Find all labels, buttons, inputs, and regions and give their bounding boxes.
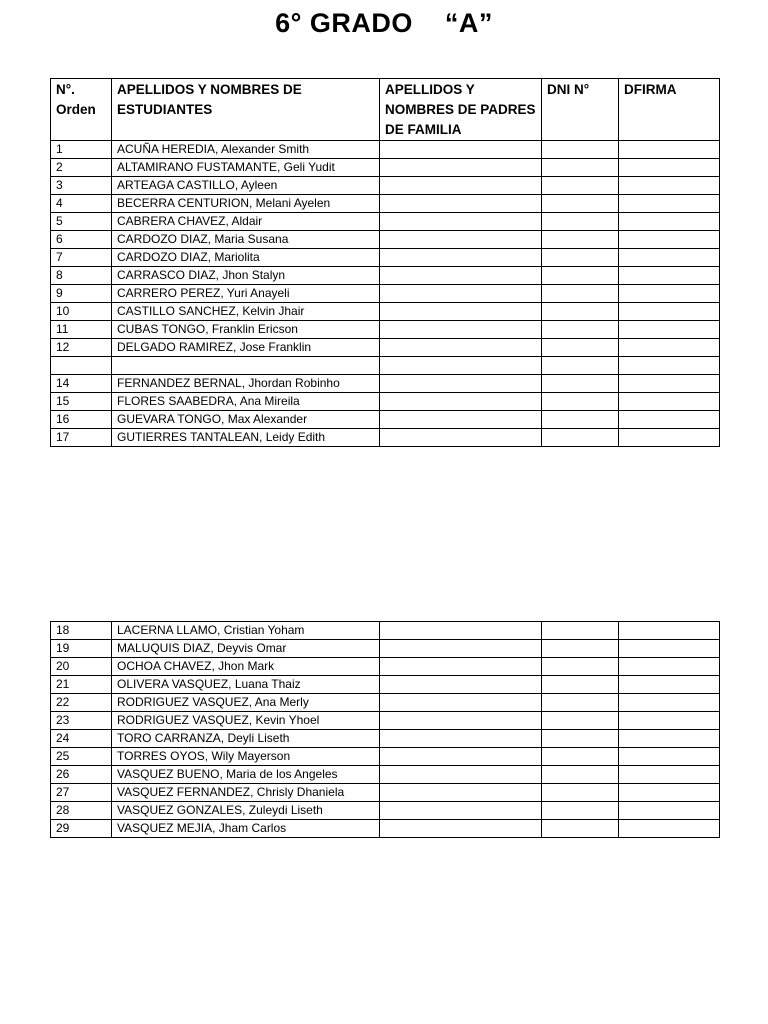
order-cell: 12 (51, 339, 112, 357)
order-cell: 15 (51, 393, 112, 411)
dni-cell (542, 429, 619, 447)
parent-name-cell (380, 712, 542, 730)
signature-cell (619, 730, 720, 748)
parent-name-cell (380, 766, 542, 784)
parent-name-cell (380, 141, 542, 159)
parent-name-cell (380, 393, 542, 411)
signature-cell (619, 748, 720, 766)
signature-cell (619, 339, 720, 357)
dni-cell (542, 159, 619, 177)
table-row (51, 339, 720, 357)
table-row (51, 411, 720, 429)
student-name-cell: ALTAMIRANO FUSTAMANTE, Geli Yudit (112, 159, 380, 177)
dni-cell (542, 622, 619, 640)
order-cell: 7 (51, 249, 112, 267)
dni-cell (542, 267, 619, 285)
table-row (51, 267, 720, 285)
order-cell (51, 357, 112, 375)
parent-name-cell (380, 802, 542, 820)
dni-cell (542, 339, 619, 357)
student-name-cell: DELGADO RAMIREZ, Jose Franklin (112, 339, 380, 357)
signature-cell (619, 622, 720, 640)
signature-cell (619, 303, 720, 321)
table-body-second (51, 622, 720, 838)
parent-name-cell (380, 375, 542, 393)
table-row (51, 802, 720, 820)
signature-cell (619, 820, 720, 838)
signature-cell (619, 141, 720, 159)
order-cell: 10 (51, 303, 112, 321)
student-name-cell: CARRERO PEREZ, Yuri Anayeli (112, 285, 380, 303)
table-row (51, 694, 720, 712)
table-row (51, 658, 720, 676)
dni-cell (542, 375, 619, 393)
table-row (51, 393, 720, 411)
signature-cell (619, 640, 720, 658)
dni-cell (542, 766, 619, 784)
dni-cell (542, 676, 619, 694)
table-row (51, 285, 720, 303)
parent-name-cell (380, 784, 542, 802)
signature-cell (619, 231, 720, 249)
student-name-cell: BECERRA CENTURION, Melani Ayelen (112, 195, 380, 213)
student-name-cell: OCHOA CHAVEZ, Jhon Mark (112, 658, 380, 676)
signature-cell (619, 766, 720, 784)
dni-cell (542, 195, 619, 213)
parent-name-cell (380, 213, 542, 231)
parent-name-cell (380, 820, 542, 838)
table-row (51, 375, 720, 393)
student-name-cell: LACERNA LLAMO, Cristian Yoham (112, 622, 380, 640)
table-row (51, 249, 720, 267)
attendance-table-first (50, 78, 720, 447)
table-row (51, 820, 720, 838)
table-row (51, 712, 720, 730)
dni-cell (542, 177, 619, 195)
signature-cell (619, 712, 720, 730)
student-name-cell: CARRASCO DIAZ, Jhon Stalyn (112, 267, 380, 285)
signature-cell (619, 676, 720, 694)
order-cell: 19 (51, 640, 112, 658)
header-signature: DFIRMA (619, 79, 720, 141)
signature-cell (619, 321, 720, 339)
parent-name-cell (380, 177, 542, 195)
student-name-cell: CARDOZO DIAZ, Mariolita (112, 249, 380, 267)
order-cell: 29 (51, 820, 112, 838)
parent-name-cell (380, 195, 542, 213)
student-name-cell: GUTIERRES TANTALEAN, Leidy Edith (112, 429, 380, 447)
table-row (51, 159, 720, 177)
table-row (51, 195, 720, 213)
parent-name-cell (380, 622, 542, 640)
student-name-cell: VASQUEZ BUENO, Maria de los Angeles (112, 766, 380, 784)
signature-cell (619, 393, 720, 411)
dni-cell (542, 357, 619, 375)
signature-cell (619, 249, 720, 267)
table-body-first (51, 141, 720, 447)
student-name-cell: ACUÑA HEREDIA, Alexander Smith (112, 141, 380, 159)
table-row (51, 303, 720, 321)
table-row (51, 357, 720, 375)
table-row (51, 784, 720, 802)
student-name-cell: CASTILLO SANCHEZ, Kelvin Jhair (112, 303, 380, 321)
order-cell: 28 (51, 802, 112, 820)
parent-name-cell (380, 640, 542, 658)
parent-name-cell (380, 730, 542, 748)
dni-cell (542, 820, 619, 838)
student-name-cell: CUBAS TONGO, Franklin Ericson (112, 321, 380, 339)
student-name-cell: TORRES OYOS, Wily Mayerson (112, 748, 380, 766)
parent-name-cell (380, 285, 542, 303)
order-cell: 8 (51, 267, 112, 285)
dni-cell (542, 303, 619, 321)
dni-cell (542, 784, 619, 802)
table-header-row (51, 79, 720, 141)
page-title: 6° GRADO “A” (275, 8, 493, 38)
parent-name-cell (380, 694, 542, 712)
parent-name-cell (380, 249, 542, 267)
signature-cell (619, 784, 720, 802)
order-cell: 27 (51, 784, 112, 802)
signature-cell (619, 177, 720, 195)
table-row (51, 231, 720, 249)
order-cell: 9 (51, 285, 112, 303)
parent-name-cell (380, 676, 542, 694)
student-name-cell: TORO CARRANZA, Deyli Liseth (112, 730, 380, 748)
order-cell: 25 (51, 748, 112, 766)
table-row (51, 321, 720, 339)
order-cell: 4 (51, 195, 112, 213)
parent-name-cell (380, 658, 542, 676)
signature-cell (619, 802, 720, 820)
student-name-cell: VASQUEZ MEJIA, Jham Carlos (112, 820, 380, 838)
student-name-cell: OLIVERA VASQUEZ, Luana Thaiz (112, 676, 380, 694)
attendance-table-second (50, 621, 720, 838)
dni-cell (542, 802, 619, 820)
order-cell: 17 (51, 429, 112, 447)
order-cell: 5 (51, 213, 112, 231)
signature-cell (619, 429, 720, 447)
student-name-cell (112, 357, 380, 375)
order-cell: 1 (51, 141, 112, 159)
dni-cell (542, 730, 619, 748)
parent-name-cell (380, 303, 542, 321)
order-cell: 18 (51, 622, 112, 640)
dni-cell (542, 249, 619, 267)
order-cell: 2 (51, 159, 112, 177)
order-cell: 6 (51, 231, 112, 249)
signature-cell (619, 213, 720, 231)
parent-name-cell (380, 267, 542, 285)
dni-cell (542, 285, 619, 303)
dni-cell (542, 694, 619, 712)
student-name-cell: FERNANDEZ BERNAL, Jhordan Robinho (112, 375, 380, 393)
signature-cell (619, 267, 720, 285)
dni-cell (542, 321, 619, 339)
dni-cell (542, 393, 619, 411)
table-row (51, 213, 720, 231)
dni-cell (542, 231, 619, 249)
signature-cell (619, 159, 720, 177)
order-cell: 23 (51, 712, 112, 730)
order-cell: 21 (51, 676, 112, 694)
student-name-cell: MALUQUIS DIAZ, Deyvis Omar (112, 640, 380, 658)
dni-cell (542, 411, 619, 429)
student-name-cell: CARDOZO DIAZ, Maria Susana (112, 231, 380, 249)
order-cell: 14 (51, 375, 112, 393)
order-cell: 20 (51, 658, 112, 676)
student-name-cell: FLORES SAABEDRA, Ana Mireila (112, 393, 380, 411)
table-row (51, 141, 720, 159)
table-row (51, 676, 720, 694)
signature-cell (619, 357, 720, 375)
dni-cell (542, 712, 619, 730)
dni-cell (542, 748, 619, 766)
dni-cell (542, 213, 619, 231)
order-cell: 22 (51, 694, 112, 712)
table-row (51, 730, 720, 748)
dni-cell (542, 640, 619, 658)
table-row (51, 177, 720, 195)
signature-cell (619, 411, 720, 429)
student-name-cell: VASQUEZ FERNANDEZ, Chrisly Dhaniela (112, 784, 380, 802)
order-cell: 26 (51, 766, 112, 784)
signature-cell (619, 658, 720, 676)
table-row (51, 640, 720, 658)
student-name-cell: CABRERA CHAVEZ, Aldair (112, 213, 380, 231)
order-cell: 3 (51, 177, 112, 195)
student-name-cell: RODRIGUEZ VASQUEZ, Kevin Yhoel (112, 712, 380, 730)
student-name-cell: GUEVARA TONGO, Max Alexander (112, 411, 380, 429)
signature-cell (619, 375, 720, 393)
student-name-cell: VASQUEZ GONZALES, Zuleydi Liseth (112, 802, 380, 820)
header-parents: APELLIDOS Y NOMBRES DE PADRES DE FAMILIA (380, 79, 542, 141)
parent-name-cell (380, 231, 542, 249)
header-order: N°. Orden (51, 79, 112, 141)
table-row (51, 622, 720, 640)
order-cell: 16 (51, 411, 112, 429)
table-row (51, 429, 720, 447)
parent-name-cell (380, 429, 542, 447)
signature-cell (619, 694, 720, 712)
parent-name-cell (380, 321, 542, 339)
table-row (51, 766, 720, 784)
parent-name-cell (380, 357, 542, 375)
dni-cell (542, 141, 619, 159)
parent-name-cell (380, 748, 542, 766)
table-row (51, 748, 720, 766)
student-name-cell: ARTEAGA CASTILLO, Ayleen (112, 177, 380, 195)
parent-name-cell (380, 159, 542, 177)
parent-name-cell (380, 411, 542, 429)
order-cell: 24 (51, 730, 112, 748)
parent-name-cell (380, 339, 542, 357)
order-cell: 11 (51, 321, 112, 339)
signature-cell (619, 195, 720, 213)
header-students: APELLIDOS Y NOMBRES DE ESTUDIANTES (112, 79, 380, 141)
dni-cell (542, 658, 619, 676)
signature-cell (619, 285, 720, 303)
header-dni: DNI N° (542, 79, 619, 141)
student-name-cell: RODRIGUEZ VASQUEZ, Ana Merly (112, 694, 380, 712)
